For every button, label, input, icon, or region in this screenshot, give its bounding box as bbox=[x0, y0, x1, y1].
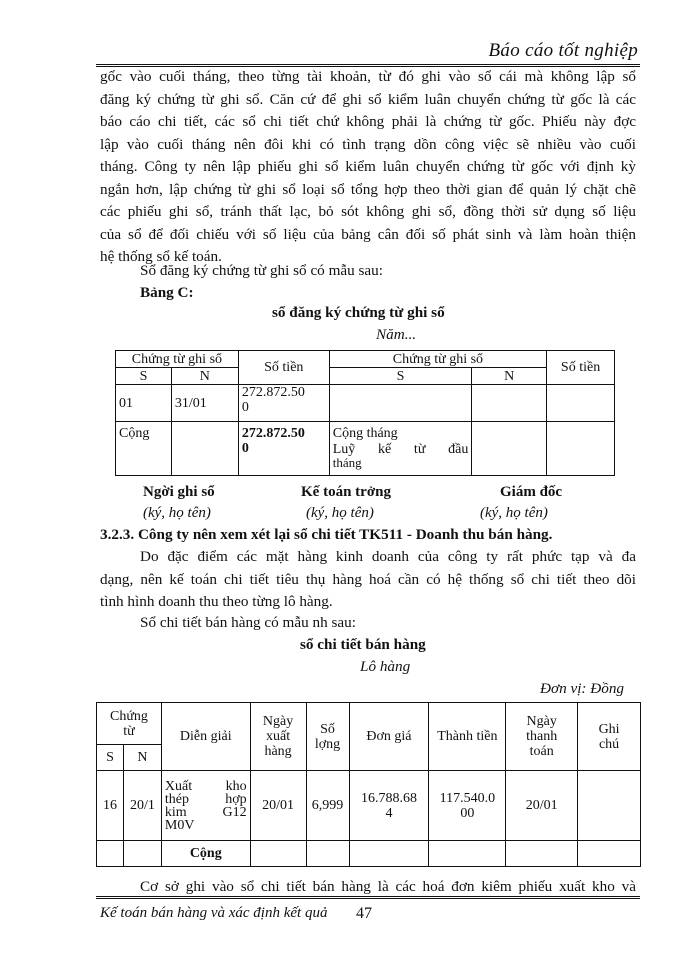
register-cell-empty bbox=[547, 422, 615, 476]
register-cell-n: 31/01 bbox=[171, 385, 238, 422]
register-title: sổ đăng ký chứng từ ghi sổ bbox=[272, 304, 445, 321]
sales-cell-empty bbox=[250, 841, 306, 867]
register-table bbox=[115, 350, 615, 476]
signature-note: (ký, họ tên) bbox=[480, 505, 548, 521]
table-row bbox=[116, 385, 615, 422]
value-line: 16.788.68 bbox=[360, 790, 417, 806]
register-header-amount-2: Số tiền bbox=[547, 351, 615, 385]
register-form-intro: Sổ đăng ký chứng từ ghi sổ có mẫu sau: bbox=[140, 262, 383, 279]
amount-line: 272.872.50 bbox=[241, 385, 305, 400]
header-line: Số bbox=[320, 721, 335, 737]
register-total-label: Cộng bbox=[116, 422, 172, 476]
text-line: báo cáo chi tiết, các sổ chi tiết chứ không phải là chứng từ gốc. Phiếu này đợc bbox=[100, 113, 636, 130]
header-line: xuất bbox=[266, 729, 291, 744]
register-total-amount bbox=[238, 422, 329, 476]
sales-cell-empty bbox=[429, 841, 506, 867]
register-header-group-left: Chứng từ ghi sổ bbox=[116, 351, 239, 368]
desc-line: thép hợp bbox=[164, 791, 247, 807]
sales-cell-qty: 6,999 bbox=[306, 771, 349, 841]
sales-cell-ship-date: 20/01 bbox=[250, 771, 306, 841]
register-header-s-2: S bbox=[329, 368, 472, 385]
sales-cell-pay-date: 20/01 bbox=[506, 771, 578, 841]
sales-header-s: S bbox=[97, 745, 124, 771]
header-line: thanh bbox=[526, 729, 558, 744]
text-line: ngắn hơn, lập chứng từ ghi sổ loại sổ tổng hợp theo thời gian để quản lý chặt chẽ bbox=[100, 180, 636, 198]
text-line: tháng. Công ty nên lập phiếu ghi sổ kiểm luân chuyển chứng từ gốc với định kỳ bbox=[100, 158, 636, 175]
text-line: đăng ký chứng từ ghi sổ. Căn cứ để ghi sổ kiểm luân chuyển chứng từ gốc là các bbox=[100, 90, 636, 108]
register-cell-amount bbox=[238, 385, 329, 422]
value-line: 4 bbox=[385, 805, 393, 821]
register-month-cell bbox=[329, 422, 472, 476]
signature-writer: Ngời ghi sổ bbox=[143, 484, 215, 500]
sales-cell-empty bbox=[123, 841, 161, 867]
table-c-label: Bảng C: bbox=[140, 284, 194, 301]
text-line: tình hình doanh thu theo từng lô hàng. bbox=[100, 593, 333, 610]
header-line: từ bbox=[123, 723, 135, 739]
sales-header-note bbox=[578, 703, 641, 771]
footer-text: Kế toán bán hàng và xác định kết quả bbox=[100, 905, 328, 921]
text-line: của sổ để đối chiếu với số liệu của bảng cân đối số phát sinh và làm hoàn thiện bbox=[100, 225, 636, 243]
sales-header-desc: Diễn giải bbox=[161, 703, 250, 771]
register-header-s: S bbox=[116, 368, 172, 385]
desc-line: kim G12 bbox=[164, 804, 247, 820]
sales-cell-empty bbox=[506, 841, 578, 867]
page-number: 47 bbox=[356, 905, 372, 922]
register-cell-s: 01 bbox=[116, 385, 172, 422]
sales-header-ship-date bbox=[250, 703, 306, 771]
signature-accountant: Kế toán trởng bbox=[301, 484, 391, 500]
sales-table bbox=[96, 702, 641, 867]
sales-form-intro: Sổ chi tiết bán hàng có mẫu nh sau: bbox=[140, 614, 356, 631]
header-title: Báo cáo tốt nghiệp bbox=[488, 40, 638, 61]
sales-header-doc bbox=[97, 703, 162, 745]
sales-cell-total bbox=[429, 771, 506, 841]
sales-cell-empty bbox=[97, 841, 124, 867]
sales-cell-note bbox=[578, 771, 641, 841]
value-line: 117.540.0 bbox=[439, 790, 496, 806]
section-paragraph bbox=[100, 546, 636, 614]
header-line: hàng bbox=[264, 744, 292, 759]
register-cell-empty bbox=[171, 422, 238, 476]
text-line: lập vào cuối tháng nên đôi khi có tình trạng dồn công việc sẽ nhiều vào cuối bbox=[100, 135, 636, 153]
register-cell-empty bbox=[329, 385, 472, 422]
desc-line: M0V bbox=[164, 817, 195, 833]
sales-cell-empty bbox=[349, 841, 429, 867]
footer-rule bbox=[96, 896, 640, 899]
sales-cell-n: 20/1 bbox=[123, 771, 161, 841]
sales-lot: Lô hàng bbox=[360, 658, 411, 675]
register-cell-empty bbox=[472, 422, 547, 476]
table-row bbox=[97, 771, 641, 841]
register-cell-empty bbox=[472, 385, 547, 422]
register-year: Năm... bbox=[376, 326, 417, 343]
text-line: Cơ sở ghi vào sổ chi tiết bán hàng là các hoá đơn kiêm phiếu xuất kho và bbox=[140, 878, 636, 895]
sales-header-total: Thành tiền bbox=[429, 703, 506, 771]
sales-title: sổ chi tiết bán hàng bbox=[300, 636, 426, 653]
sales-header-n: N bbox=[123, 745, 161, 771]
sales-cell-empty bbox=[578, 841, 641, 867]
text-line: gốc vào cuối tháng, theo từng tài khoản, từ đó ghi vào sổ cái mà không lập sổ bbox=[100, 68, 636, 85]
cumulative-label-cont: tháng bbox=[332, 455, 362, 470]
text-line: dạng, nên kế toán chi tiết tiêu thụ hàng hoá cần có hệ thống sổ chi tiết theo dõi bbox=[100, 570, 636, 588]
register-header-n-2: N bbox=[472, 368, 547, 385]
header-line: Ngày bbox=[526, 714, 557, 729]
intro-paragraph bbox=[100, 66, 636, 269]
closing-paragraph bbox=[100, 876, 636, 896]
sales-cell-s: 16 bbox=[97, 771, 124, 841]
register-header-n: N bbox=[171, 368, 238, 385]
register-cell-empty bbox=[547, 385, 615, 422]
amount-line: 0 bbox=[241, 400, 249, 415]
sales-cell-price bbox=[349, 771, 429, 841]
signature-note: (ký, họ tên) bbox=[306, 505, 374, 521]
header-line: toán bbox=[529, 744, 554, 759]
sales-total-label: Cộng bbox=[161, 841, 250, 867]
table-row bbox=[97, 841, 641, 867]
sales-header-pay-date bbox=[506, 703, 578, 771]
amount-line: 272.872.50 bbox=[241, 426, 305, 441]
amount-line: 0 bbox=[241, 441, 249, 456]
text-line: Do đặc điểm các mặt hàng kinh doanh của công ty rất phức tạp và đa bbox=[140, 548, 636, 565]
value-line: 00 bbox=[460, 805, 475, 821]
sales-header-qty bbox=[306, 703, 349, 771]
sales-unit: Đơn vị: Đồng bbox=[540, 680, 625, 697]
month-total-label: Cộng tháng bbox=[332, 426, 398, 441]
signature-note: (ký, họ tên) bbox=[143, 505, 211, 521]
signature-director: Giám đốc bbox=[500, 484, 563, 500]
sales-header-price: Đơn giá bbox=[349, 703, 429, 771]
sales-cell-empty bbox=[306, 841, 349, 867]
text-line: hệ thống sổ kế toán. bbox=[100, 248, 222, 265]
sales-cell-desc bbox=[161, 771, 250, 841]
text-line: các phiếu ghi sổ, tránh thất lạc, bỏ sót không ghi sổ, đồng thời sử dụng số liệu bbox=[100, 203, 636, 220]
register-header-group-right: Chứng từ ghi sổ bbox=[329, 351, 546, 368]
header-line: lợng bbox=[314, 736, 341, 752]
desc-line: Xuất kho bbox=[164, 778, 247, 794]
table-row bbox=[116, 422, 615, 476]
register-header-amount: Số tiền bbox=[238, 351, 329, 385]
cumulative-label: Luỹ kế từ đầu bbox=[332, 442, 469, 457]
header-line: Chứng bbox=[109, 708, 148, 724]
header-line: Ghi bbox=[598, 721, 620, 737]
header-line: chú bbox=[598, 736, 620, 752]
section-heading: 3.2.3. Công ty nên xem xét lại sổ chi tiết TK511 - Doanh thu bán hàng. bbox=[100, 526, 553, 543]
header-line: Ngày bbox=[262, 714, 294, 729]
